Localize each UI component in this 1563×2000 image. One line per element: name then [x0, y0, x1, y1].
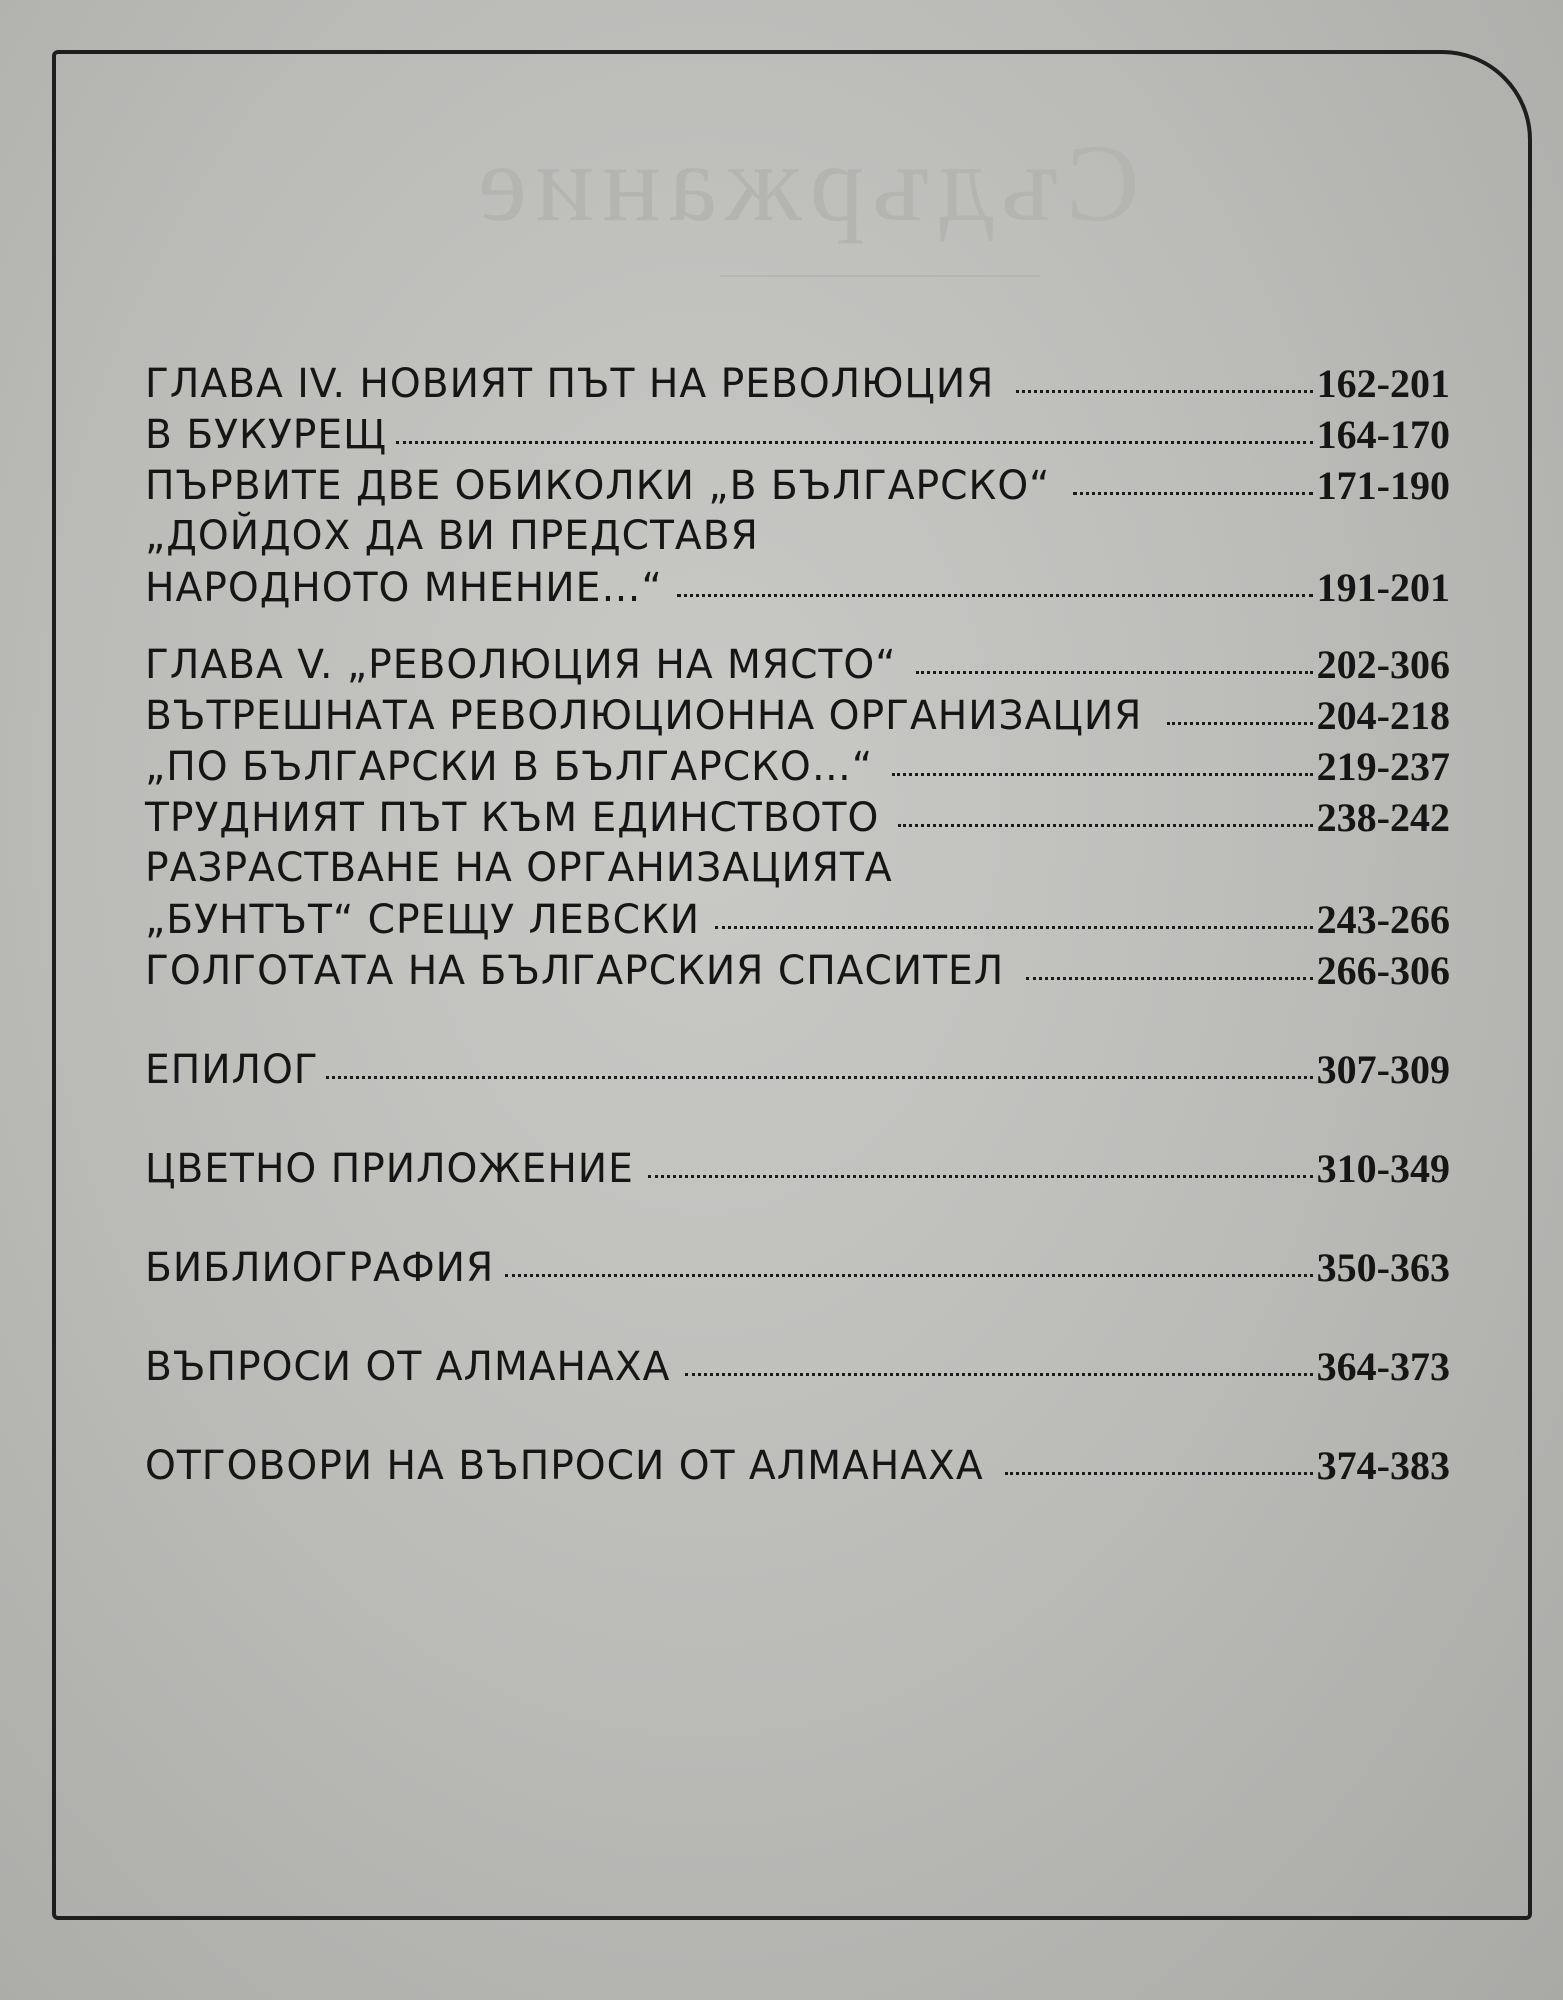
- toc-entry-label: „БУНТЪТ“ СРЕЩУ ЛЕВСКИ: [145, 897, 701, 943]
- dot-leader: [916, 670, 1313, 674]
- dot-leader: [1005, 1471, 1313, 1475]
- spacer: [145, 615, 1450, 641]
- toc-entry-label: ЕПИЛОГ: [145, 1047, 319, 1093]
- toc-entry-pages: 310-349: [1316, 1146, 1450, 1191]
- toc-entry-color-appendix[interactable]: [145, 1145, 1450, 1196]
- toc-entry-answers[interactable]: [145, 1442, 1450, 1493]
- toc-entry-questions[interactable]: [145, 1343, 1450, 1394]
- dot-leader: [898, 823, 1312, 827]
- toc-entry-pages: 162-201: [1316, 361, 1450, 406]
- toc-entry-label: НАРОДНОТО МНЕНИЕ…“: [145, 565, 663, 611]
- toc-entry-label: ВЪПРОСИ ОТ АЛМАНАХА: [145, 1344, 671, 1390]
- toc-entry-bulgarian-way[interactable]: [145, 743, 1450, 794]
- dot-leader: [505, 1273, 1312, 1277]
- show-through-heading: Съдържание: [470, 122, 1140, 244]
- toc-entry-golgotha[interactable]: [145, 947, 1450, 998]
- toc-entry-label: ГЛАВА IV. НОВИЯТ ПЪТ НА РЕВОЛЮЦИЯ: [145, 361, 995, 407]
- toc-entry-label: В БУКУРЕЩ: [145, 412, 387, 458]
- dot-leader: [1016, 389, 1313, 393]
- toc-entry-chapter-5[interactable]: [145, 641, 1450, 692]
- toc-entry-growth-line1[interactable]: [145, 845, 1450, 896]
- toc-entry-pages: 202-306: [1316, 642, 1450, 687]
- toc-entry-label: „ПО БЪЛГАРСКИ В БЪЛГАРСКО…“: [145, 744, 874, 790]
- dot-leader: [892, 772, 1313, 776]
- toc-entry-pages: 164-170: [1316, 412, 1450, 457]
- dot-leader: [396, 440, 1313, 444]
- dot-leader: [326, 1075, 1312, 1079]
- toc-entry-pages: 191-201: [1316, 565, 1450, 610]
- dot-leader: [1026, 976, 1313, 980]
- toc-entry-i-came-line2[interactable]: [145, 564, 1450, 615]
- toc-entry-pages: 243-266: [1316, 897, 1450, 942]
- toc-entry-pages: 350-363: [1316, 1245, 1450, 1290]
- toc-entry-label: ЦВЕТНО ПРИЛОЖЕНИЕ: [145, 1146, 634, 1192]
- toc-entry-pages: 266-306: [1316, 948, 1450, 993]
- toc-entry-growth-line2[interactable]: [145, 896, 1450, 947]
- toc-entry-bucharest[interactable]: [145, 411, 1450, 462]
- toc-entry-first-tours[interactable]: [145, 462, 1450, 513]
- spacer: [145, 1394, 1450, 1442]
- spacer: [145, 1097, 1450, 1145]
- toc-entry-label: ТРУДНИЯТ ПЪТ КЪМ ЕДИНСТВОТО: [145, 795, 880, 841]
- toc-entry-chapter-4[interactable]: [145, 360, 1450, 411]
- toc-entry-pages: 171-190: [1316, 463, 1450, 508]
- dot-leader: [677, 593, 1312, 597]
- toc-entry-label: ГЛАВА V. „РЕВОЛЮЦИЯ НА МЯСТО“: [145, 642, 897, 688]
- toc-entry-label: „ДОЙДОХ ДА ВИ ПРЕДСТАВЯ: [145, 513, 759, 559]
- toc-entry-pages: 364-373: [1316, 1344, 1450, 1389]
- toc-entry-internal-organization[interactable]: [145, 692, 1450, 743]
- toc-entry-label: ВЪТРЕШНАТА РЕВОЛЮЦИОННА ОРГАНИЗАЦИЯ: [145, 693, 1143, 739]
- toc-entry-label: ОТГОВОРИ НА ВЪПРОСИ ОТ АЛМАНАХА: [145, 1443, 984, 1489]
- dot-leader: [715, 925, 1312, 929]
- toc-entry-road-to-unity[interactable]: [145, 794, 1450, 845]
- dot-leader: [1073, 491, 1313, 495]
- toc-entry-pages: 307-309: [1316, 1047, 1450, 1092]
- spacer: [145, 1196, 1450, 1244]
- table-of-contents: [145, 360, 1450, 1493]
- toc-entry-bibliography[interactable]: [145, 1244, 1450, 1295]
- toc-entry-pages: 204-218: [1316, 693, 1450, 738]
- dot-leader: [685, 1372, 1313, 1376]
- toc-entry-pages: 374-383: [1316, 1443, 1450, 1488]
- spacer: [145, 1295, 1450, 1343]
- toc-entry-pages: 219-237: [1316, 744, 1450, 789]
- toc-entry-pages: 238-242: [1316, 795, 1450, 840]
- spacer: [145, 998, 1450, 1046]
- toc-entry-label: РАЗРАСТВАНЕ НА ОРГАНИЗАЦИЯТА: [145, 845, 893, 891]
- dot-leader: [1167, 721, 1313, 725]
- toc-entry-label: ПЪРВИТЕ ДВЕ ОБИКОЛКИ „В БЪЛГАРСКО“: [145, 463, 1051, 509]
- toc-entry-epilogue[interactable]: [145, 1046, 1450, 1097]
- toc-entry-i-came-line1[interactable]: [145, 513, 1450, 564]
- toc-entry-label: БИБЛИОГРАФИЯ: [145, 1245, 495, 1291]
- dot-leader: [648, 1174, 1313, 1178]
- toc-entry-label: ГОЛГОТАТА НА БЪЛГАРСКИЯ СПАСИТЕЛ: [145, 948, 1005, 994]
- show-through-rule: [720, 275, 1040, 277]
